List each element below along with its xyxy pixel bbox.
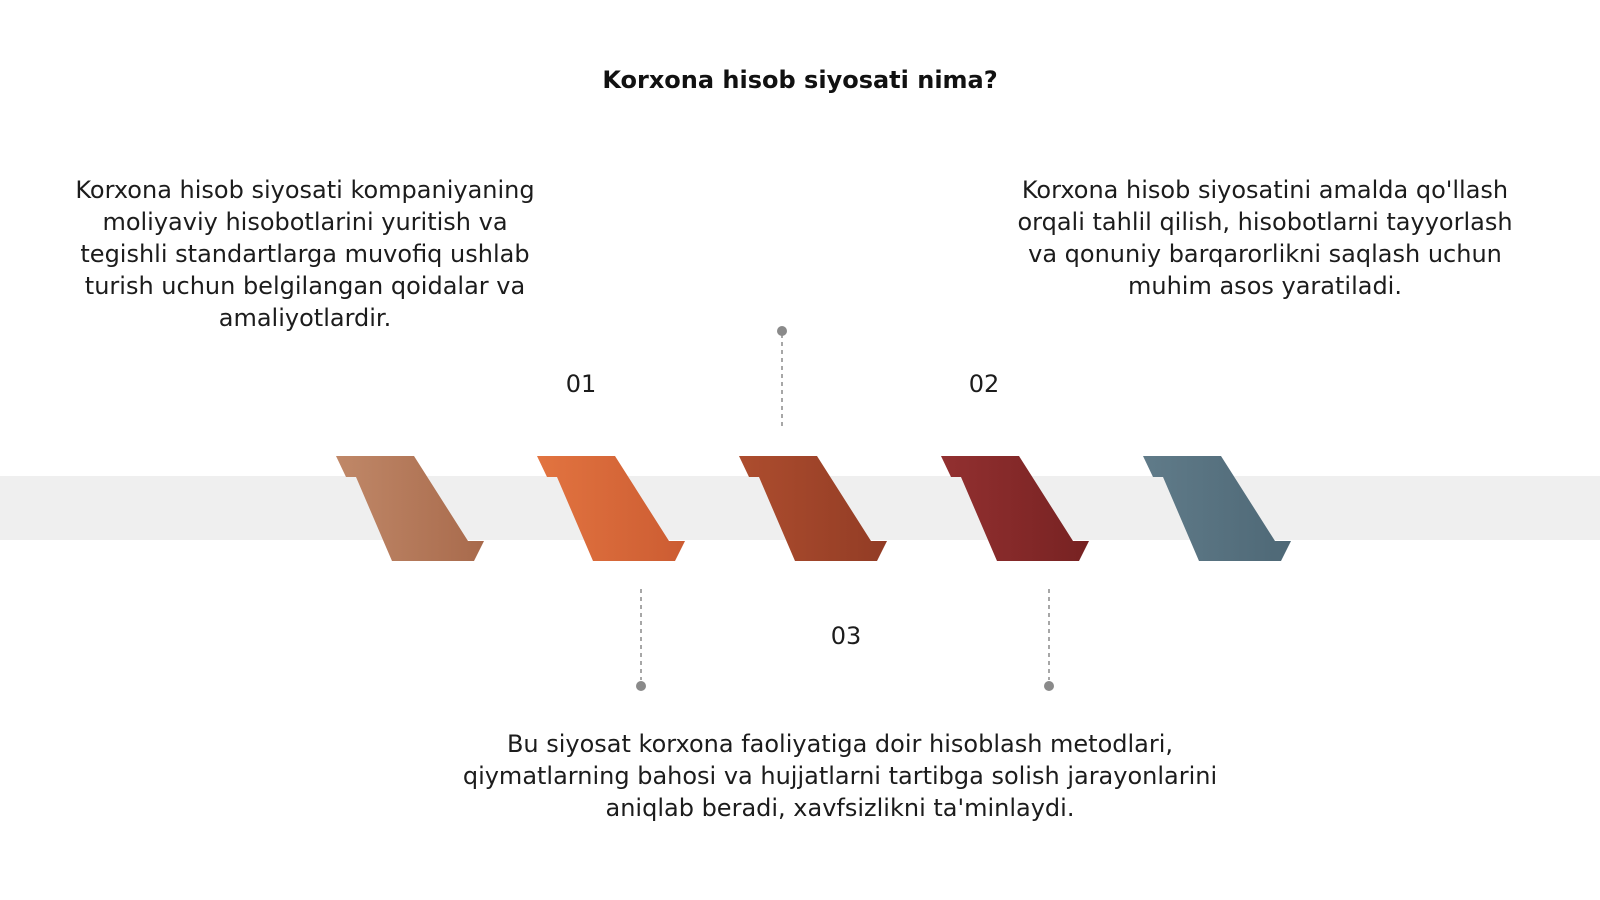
step-02-text: Korxona hisob siyosatini amalda qo'llash orqali tahlil qilish, hisobotlarni tayyorlash va qonuniy barqarorlikni saqlash uchun muhim asos yaratiladi.: [1017, 176, 1513, 300]
step-01-text: Korxona hisob siyosati kompaniyaning moliyaviy hisobotlarini yuritish va tegishli standartlarga muvofiq ushlab turish uchun belgilangan qoidalar va amaliyotlardir.: [75, 176, 535, 332]
connector-bottom-left-dot: [636, 681, 646, 691]
connector-bottom-right-dot: [1044, 681, 1054, 691]
step-01-number: 01: [565, 370, 597, 398]
step-03-text: Bu siyosat korxona faoliyatiga doir hisoblash metodlari, qiymatlarning bahosi va hujjatlarni tartibga solish jarayonlarini aniqlab beradi, xavfsizlikni ta'minlaydi.: [462, 730, 1218, 822]
connector-bottom-right: [1044, 589, 1054, 691]
connector-bottom-left: [636, 589, 646, 691]
page-title: Korxona hisob siyosati nima?: [602, 66, 998, 94]
connector-top: [777, 326, 787, 430]
step-02-number: 02: [968, 370, 1000, 398]
connector-top-dot: [777, 326, 787, 336]
step-03-number: 03: [830, 622, 862, 650]
